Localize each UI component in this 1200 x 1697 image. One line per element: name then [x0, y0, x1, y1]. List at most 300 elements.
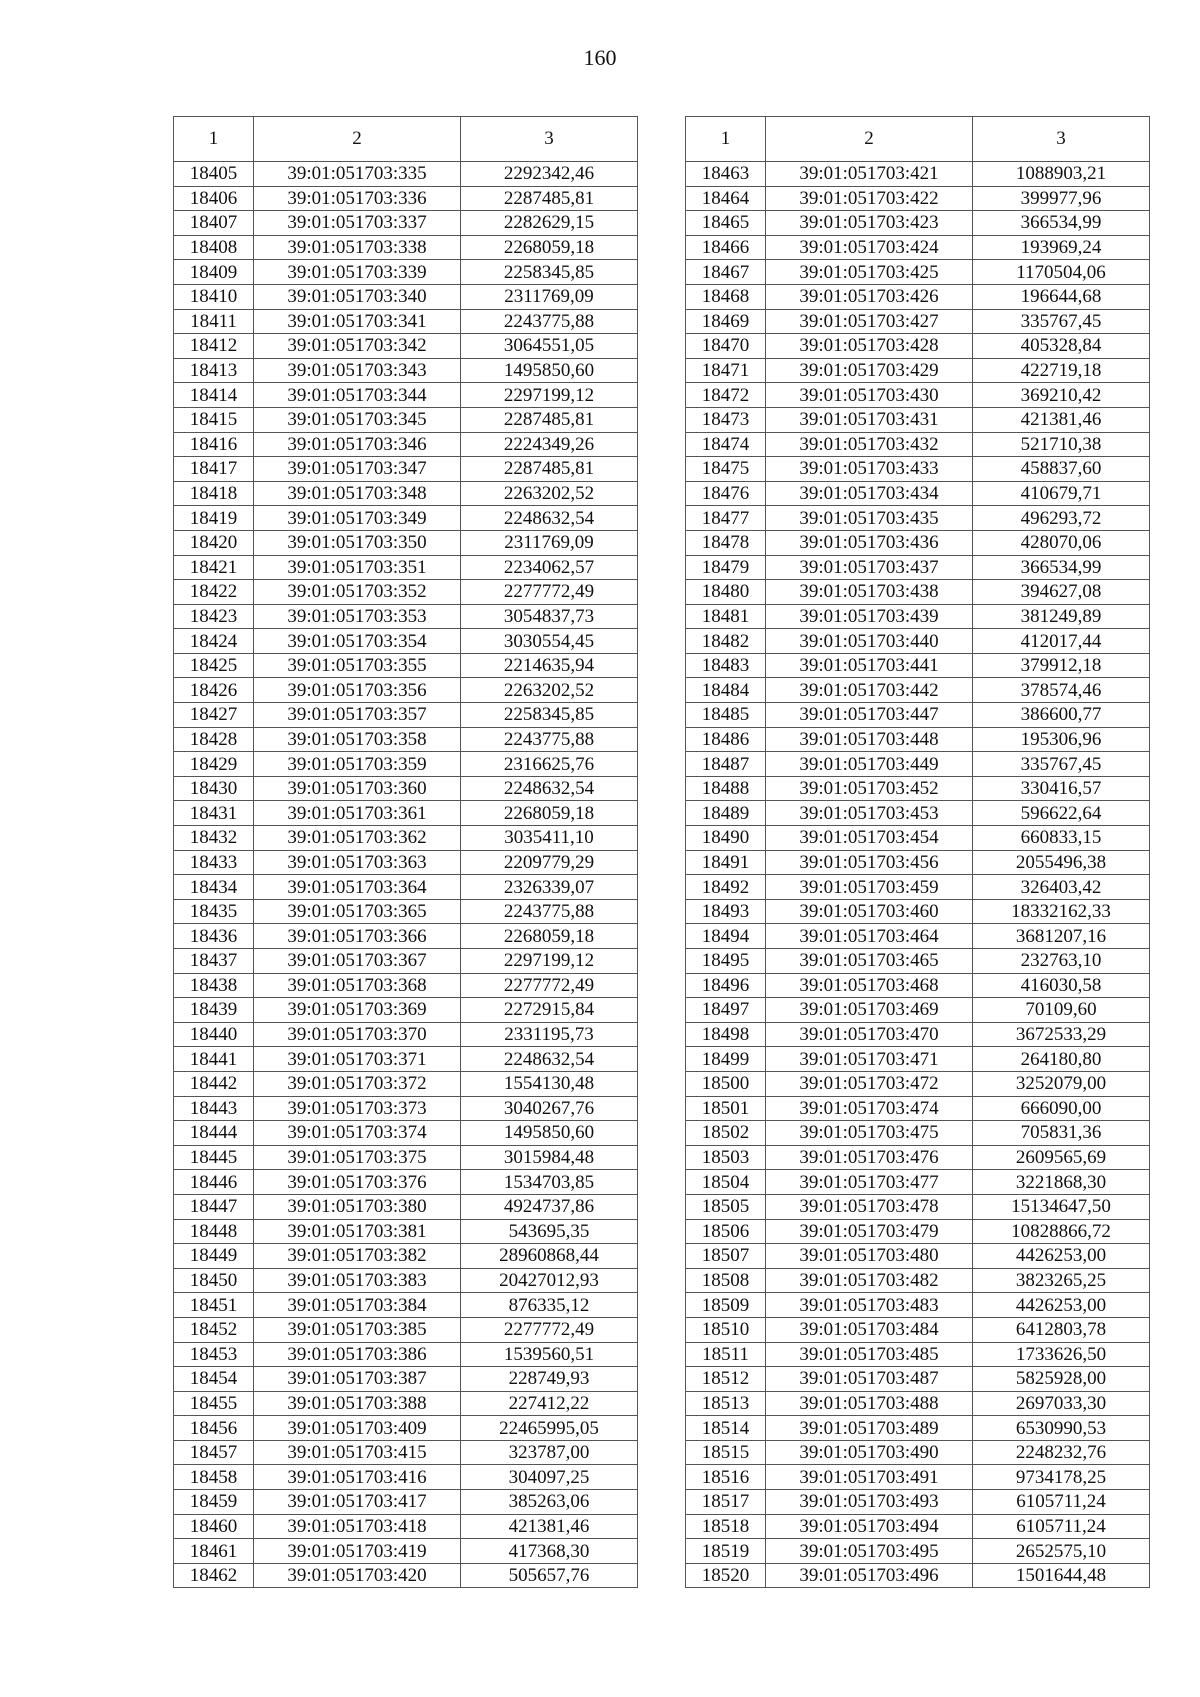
- cadastral-number-cell: 39:01:051703:373: [254, 1096, 461, 1121]
- table-row: [686, 1539, 1150, 1564]
- table-row: [686, 530, 1150, 555]
- value-cell: 3672533,29: [973, 1022, 1150, 1047]
- row-number-cell: 18504: [686, 1170, 766, 1195]
- cadastral-number-cell: 39:01:051703:368: [254, 973, 461, 998]
- value-cell: 2697033,30: [973, 1391, 1150, 1416]
- value-cell: 228749,93: [461, 1367, 638, 1392]
- table-row: [686, 875, 1150, 900]
- cadastral-number-cell: 39:01:051703:344: [254, 383, 461, 408]
- cadastral-number-cell: 39:01:051703:357: [254, 703, 461, 728]
- value-cell: 666090,00: [973, 1096, 1150, 1121]
- value-cell: 2297199,12: [461, 383, 638, 408]
- table-row: [174, 1440, 638, 1465]
- value-cell: 2248632,54: [461, 506, 638, 531]
- row-number-cell: 18502: [686, 1121, 766, 1146]
- cadastral-number-cell: 39:01:051703:479: [766, 1219, 973, 1244]
- value-cell: 2209779,29: [461, 850, 638, 875]
- row-number-cell: 18505: [686, 1194, 766, 1219]
- cadastral-number-cell: 39:01:051703:371: [254, 1047, 461, 1072]
- row-number-cell: 18478: [686, 530, 766, 555]
- row-number-cell: 18464: [686, 186, 766, 211]
- table-row: [174, 432, 638, 457]
- cadastral-number-cell: 39:01:051703:337: [254, 211, 461, 236]
- value-cell: 70109,60: [973, 998, 1150, 1023]
- table-row: [174, 703, 638, 728]
- value-cell: 417368,30: [461, 1539, 638, 1564]
- table-row: [686, 235, 1150, 260]
- row-number-cell: 18519: [686, 1539, 766, 1564]
- cadastral-number-cell: 39:01:051703:459: [766, 875, 973, 900]
- row-number-cell: 18465: [686, 211, 766, 236]
- value-cell: 3252079,00: [973, 1071, 1150, 1096]
- table-row: [174, 1293, 638, 1318]
- register-table-left: [173, 116, 638, 1588]
- row-number-cell: 18420: [174, 530, 254, 555]
- table-row: [174, 1563, 638, 1588]
- cadastral-number-cell: 39:01:051703:360: [254, 776, 461, 801]
- cadastral-number-cell: 39:01:051703:476: [766, 1145, 973, 1170]
- table-row: [174, 358, 638, 383]
- table-row: [686, 727, 1150, 752]
- value-cell: 366534,99: [973, 555, 1150, 580]
- cadastral-number-cell: 39:01:051703:341: [254, 309, 461, 334]
- cadastral-number-cell: 39:01:051703:364: [254, 875, 461, 900]
- table-row: [174, 653, 638, 678]
- row-number-cell: 18497: [686, 998, 766, 1023]
- table-row: [686, 899, 1150, 924]
- value-cell: 22465995,05: [461, 1416, 638, 1441]
- row-number-cell: 18472: [686, 383, 766, 408]
- value-cell: 2268059,18: [461, 924, 638, 949]
- row-number-cell: 18487: [686, 752, 766, 777]
- column-header-2: 2: [766, 117, 973, 162]
- value-cell: 2287485,81: [461, 407, 638, 432]
- cadastral-number-cell: 39:01:051703:339: [254, 260, 461, 285]
- row-number-cell: 18517: [686, 1490, 766, 1515]
- cadastral-number-cell: 39:01:051703:489: [766, 1416, 973, 1441]
- row-number-cell: 18405: [174, 162, 254, 187]
- table-row: [174, 1244, 638, 1269]
- cadastral-number-cell: 39:01:051703:420: [254, 1563, 461, 1588]
- table-row: [686, 481, 1150, 506]
- table-row: [686, 1490, 1150, 1515]
- value-cell: 1495850,60: [461, 358, 638, 383]
- row-number-cell: 18434: [174, 875, 254, 900]
- value-cell: 366534,99: [973, 211, 1150, 236]
- value-cell: 2272915,84: [461, 998, 638, 1023]
- table-row: [686, 653, 1150, 678]
- cadastral-number-cell: 39:01:051703:429: [766, 358, 973, 383]
- table-row: [174, 850, 638, 875]
- value-cell: 3823265,25: [973, 1268, 1150, 1293]
- table-row: [174, 334, 638, 359]
- table-row: [686, 629, 1150, 654]
- cadastral-number-cell: 39:01:051703:363: [254, 850, 461, 875]
- value-cell: 2258345,85: [461, 260, 638, 285]
- table-row: [174, 1194, 638, 1219]
- cadastral-number-cell: 39:01:051703:469: [766, 998, 973, 1023]
- cadastral-number-cell: 39:01:051703:419: [254, 1539, 461, 1564]
- table-row: [174, 752, 638, 777]
- value-cell: 596622,64: [973, 801, 1150, 826]
- value-cell: 521710,38: [973, 432, 1150, 457]
- row-number-cell: 18435: [174, 899, 254, 924]
- value-cell: 3054837,73: [461, 604, 638, 629]
- table-row: [174, 949, 638, 974]
- cadastral-number-cell: 39:01:051703:418: [254, 1514, 461, 1539]
- value-cell: 227412,22: [461, 1391, 638, 1416]
- row-number-cell: 18409: [174, 260, 254, 285]
- value-cell: 193969,24: [973, 235, 1150, 260]
- value-cell: 1495850,60: [461, 1121, 638, 1146]
- cadastral-number-cell: 39:01:051703:409: [254, 1416, 461, 1441]
- value-cell: 195306,96: [973, 727, 1150, 752]
- value-cell: 2243775,88: [461, 899, 638, 924]
- cadastral-number-cell: 39:01:051703:352: [254, 580, 461, 605]
- row-number-cell: 18511: [686, 1342, 766, 1367]
- row-number-cell: 18467: [686, 260, 766, 285]
- row-number-cell: 18411: [174, 309, 254, 334]
- table-row: [174, 1465, 638, 1490]
- row-number-cell: 18506: [686, 1219, 766, 1244]
- table-row: [174, 1121, 638, 1146]
- cadastral-number-cell: 39:01:051703:475: [766, 1121, 973, 1146]
- table-row: [174, 776, 638, 801]
- row-number-cell: 18422: [174, 580, 254, 605]
- table-row: [174, 1219, 638, 1244]
- value-cell: 381249,89: [973, 604, 1150, 629]
- table-row: [686, 1047, 1150, 1072]
- row-number-cell: 18496: [686, 973, 766, 998]
- row-number-cell: 18438: [174, 973, 254, 998]
- row-number-cell: 18412: [174, 334, 254, 359]
- cadastral-number-cell: 39:01:051703:490: [766, 1440, 973, 1465]
- value-cell: 1534703,85: [461, 1170, 638, 1195]
- column-header-2: 2: [254, 117, 461, 162]
- value-cell: 2277772,49: [461, 973, 638, 998]
- row-number-cell: 18431: [174, 801, 254, 826]
- cadastral-number-cell: 39:01:051703:388: [254, 1391, 461, 1416]
- cadastral-number-cell: 39:01:051703:453: [766, 801, 973, 826]
- row-number-cell: 18501: [686, 1096, 766, 1121]
- column-header-1: 1: [174, 117, 254, 162]
- row-number-cell: 18481: [686, 604, 766, 629]
- row-number-cell: 18425: [174, 653, 254, 678]
- cadastral-number-cell: 39:01:051703:471: [766, 1047, 973, 1072]
- row-number-cell: 18449: [174, 1244, 254, 1269]
- row-number-cell: 18479: [686, 555, 766, 580]
- value-cell: 410679,71: [973, 481, 1150, 506]
- row-number-cell: 18484: [686, 678, 766, 703]
- value-cell: 412017,44: [973, 629, 1150, 654]
- row-number-cell: 18457: [174, 1440, 254, 1465]
- table-row: [686, 334, 1150, 359]
- row-number-cell: 18466: [686, 235, 766, 260]
- cadastral-number-cell: 39:01:051703:424: [766, 235, 973, 260]
- row-number-cell: 18513: [686, 1391, 766, 1416]
- value-cell: 2282629,15: [461, 211, 638, 236]
- table-row: [174, 998, 638, 1023]
- cadastral-number-cell: 39:01:051703:416: [254, 1465, 461, 1490]
- row-number-cell: 18414: [174, 383, 254, 408]
- value-cell: 6412803,78: [973, 1317, 1150, 1342]
- cadastral-number-cell: 39:01:051703:491: [766, 1465, 973, 1490]
- row-number-cell: 18494: [686, 924, 766, 949]
- table-row: [174, 899, 638, 924]
- table-row: [686, 850, 1150, 875]
- cadastral-number-cell: 39:01:051703:343: [254, 358, 461, 383]
- row-number-cell: 18436: [174, 924, 254, 949]
- cadastral-number-cell: 39:01:051703:362: [254, 826, 461, 851]
- value-cell: 416030,58: [973, 973, 1150, 998]
- table-row: [686, 1342, 1150, 1367]
- cadastral-number-cell: 39:01:051703:369: [254, 998, 461, 1023]
- cadastral-number-cell: 39:01:051703:438: [766, 580, 973, 605]
- row-number-cell: 18413: [174, 358, 254, 383]
- row-number-cell: 18418: [174, 481, 254, 506]
- cadastral-number-cell: 39:01:051703:365: [254, 899, 461, 924]
- cadastral-number-cell: 39:01:051703:464: [766, 924, 973, 949]
- cadastral-number-cell: 39:01:051703:472: [766, 1071, 973, 1096]
- cadastral-number-cell: 39:01:051703:452: [766, 776, 973, 801]
- table-row: [174, 1022, 638, 1047]
- table-row: [686, 1170, 1150, 1195]
- cadastral-number-cell: 39:01:051703:336: [254, 186, 461, 211]
- cadastral-number-cell: 39:01:051703:359: [254, 752, 461, 777]
- cadastral-number-cell: 39:01:051703:494: [766, 1514, 973, 1539]
- value-cell: 421381,46: [461, 1514, 638, 1539]
- table-row: [686, 407, 1150, 432]
- row-number-cell: 18454: [174, 1367, 254, 1392]
- value-cell: 369210,42: [973, 383, 1150, 408]
- table-row: [686, 1022, 1150, 1047]
- table-row: [174, 383, 638, 408]
- row-number-cell: 18424: [174, 629, 254, 654]
- table-row: [686, 260, 1150, 285]
- table-row: [174, 162, 638, 187]
- row-number-cell: 18428: [174, 727, 254, 752]
- row-number-cell: 18515: [686, 1440, 766, 1465]
- row-number-cell: 18444: [174, 1121, 254, 1146]
- cadastral-number-cell: 39:01:051703:423: [766, 211, 973, 236]
- table-row: [686, 826, 1150, 851]
- value-cell: 2224349,26: [461, 432, 638, 457]
- value-cell: 2258345,85: [461, 703, 638, 728]
- value-cell: 2268059,18: [461, 235, 638, 260]
- table-row: [686, 1416, 1150, 1441]
- table-row: [686, 162, 1150, 187]
- row-number-cell: 18483: [686, 653, 766, 678]
- table-row: [174, 604, 638, 629]
- row-number-cell: 18452: [174, 1317, 254, 1342]
- cadastral-number-cell: 39:01:051703:426: [766, 284, 973, 309]
- value-cell: 232763,10: [973, 949, 1150, 974]
- cadastral-number-cell: 39:01:051703:381: [254, 1219, 461, 1244]
- row-number-cell: 18427: [174, 703, 254, 728]
- value-cell: 2263202,52: [461, 678, 638, 703]
- row-number-cell: 18423: [174, 604, 254, 629]
- cadastral-number-cell: 39:01:051703:347: [254, 457, 461, 482]
- row-number-cell: 18415: [174, 407, 254, 432]
- cadastral-number-cell: 39:01:051703:351: [254, 555, 461, 580]
- cadastral-number-cell: 39:01:051703:370: [254, 1022, 461, 1047]
- cadastral-number-cell: 39:01:051703:470: [766, 1022, 973, 1047]
- value-cell: 3681207,16: [973, 924, 1150, 949]
- value-cell: 2248232,76: [973, 1440, 1150, 1465]
- value-cell: 394627,08: [973, 580, 1150, 605]
- table-row: [686, 1514, 1150, 1539]
- table-row: [686, 973, 1150, 998]
- row-number-cell: 18482: [686, 629, 766, 654]
- table-row: [174, 235, 638, 260]
- value-cell: 3064551,05: [461, 334, 638, 359]
- value-cell: 335767,45: [973, 309, 1150, 334]
- value-cell: 5825928,00: [973, 1367, 1150, 1392]
- table-row: [686, 580, 1150, 605]
- value-cell: 3040267,76: [461, 1096, 638, 1121]
- table-row: [686, 1293, 1150, 1318]
- value-cell: 543695,35: [461, 1219, 638, 1244]
- cadastral-number-cell: 39:01:051703:460: [766, 899, 973, 924]
- table-row: [686, 1071, 1150, 1096]
- value-cell: 3015984,48: [461, 1145, 638, 1170]
- row-number-cell: 18468: [686, 284, 766, 309]
- value-cell: 3035411,10: [461, 826, 638, 851]
- table-row: [174, 506, 638, 531]
- cadastral-number-cell: 39:01:051703:449: [766, 752, 973, 777]
- value-cell: 2055496,38: [973, 850, 1150, 875]
- value-cell: 196644,68: [973, 284, 1150, 309]
- value-cell: 422719,18: [973, 358, 1150, 383]
- cadastral-number-cell: 39:01:051703:353: [254, 604, 461, 629]
- row-number-cell: 18448: [174, 1219, 254, 1244]
- row-number-cell: 18447: [174, 1194, 254, 1219]
- table-row: [174, 924, 638, 949]
- cadastral-number-cell: 39:01:051703:380: [254, 1194, 461, 1219]
- table-row: [174, 211, 638, 236]
- row-number-cell: 18461: [174, 1539, 254, 1564]
- cadastral-number-cell: 39:01:051703:432: [766, 432, 973, 457]
- cadastral-number-cell: 39:01:051703:433: [766, 457, 973, 482]
- table-row: [686, 358, 1150, 383]
- cadastral-number-cell: 39:01:051703:454: [766, 826, 973, 851]
- value-cell: 6105711,24: [973, 1514, 1150, 1539]
- table-row: [174, 1539, 638, 1564]
- value-cell: 18332162,33: [973, 899, 1150, 924]
- cadastral-number-cell: 39:01:051703:338: [254, 235, 461, 260]
- row-number-cell: 18491: [686, 850, 766, 875]
- cadastral-number-cell: 39:01:051703:435: [766, 506, 973, 531]
- value-cell: 4924737,86: [461, 1194, 638, 1219]
- row-number-cell: 18512: [686, 1367, 766, 1392]
- table-row: [686, 703, 1150, 728]
- table-row: [686, 457, 1150, 482]
- cadastral-number-cell: 39:01:051703:431: [766, 407, 973, 432]
- cadastral-number-cell: 39:01:051703:488: [766, 1391, 973, 1416]
- value-cell: 9734178,25: [973, 1465, 1150, 1490]
- cadastral-number-cell: 39:01:051703:442: [766, 678, 973, 703]
- table-row: [686, 1391, 1150, 1416]
- table-row: [174, 284, 638, 309]
- row-number-cell: 18451: [174, 1293, 254, 1318]
- table-row: [686, 949, 1150, 974]
- value-cell: 1733626,50: [973, 1342, 1150, 1367]
- table-row: [686, 211, 1150, 236]
- value-cell: 1170504,06: [973, 260, 1150, 285]
- value-cell: 2287485,81: [461, 457, 638, 482]
- cadastral-number-cell: 39:01:051703:477: [766, 1170, 973, 1195]
- column-header-3: 3: [973, 117, 1150, 162]
- value-cell: 496293,72: [973, 506, 1150, 531]
- row-number-cell: 18430: [174, 776, 254, 801]
- table-row: [174, 973, 638, 998]
- table-row: [686, 555, 1150, 580]
- table-row: [686, 1563, 1150, 1588]
- row-number-cell: 18443: [174, 1096, 254, 1121]
- value-cell: 378574,46: [973, 678, 1150, 703]
- cadastral-number-cell: 39:01:051703:485: [766, 1342, 973, 1367]
- row-number-cell: 18458: [174, 1465, 254, 1490]
- row-number-cell: 18492: [686, 875, 766, 900]
- value-cell: 2277772,49: [461, 1317, 638, 1342]
- table-row: [174, 481, 638, 506]
- cadastral-number-cell: 39:01:051703:434: [766, 481, 973, 506]
- row-number-cell: 18495: [686, 949, 766, 974]
- table-row: [686, 1268, 1150, 1293]
- table-row: [174, 1514, 638, 1539]
- row-number-cell: 18410: [174, 284, 254, 309]
- value-cell: 660833,15: [973, 826, 1150, 851]
- row-number-cell: 18456: [174, 1416, 254, 1441]
- cadastral-number-cell: 39:01:051703:366: [254, 924, 461, 949]
- value-cell: 304097,25: [461, 1465, 638, 1490]
- row-number-cell: 18441: [174, 1047, 254, 1072]
- table-row: [686, 1367, 1150, 1392]
- row-number-cell: 18432: [174, 826, 254, 851]
- table-row: [174, 1490, 638, 1515]
- table-row: [174, 727, 638, 752]
- value-cell: 2297199,12: [461, 949, 638, 974]
- cadastral-number-cell: 39:01:051703:372: [254, 1071, 461, 1096]
- cadastral-number-cell: 39:01:051703:482: [766, 1268, 973, 1293]
- value-cell: 1501644,48: [973, 1563, 1150, 1588]
- cadastral-number-cell: 39:01:051703:441: [766, 653, 973, 678]
- row-number-cell: 18416: [174, 432, 254, 457]
- value-cell: 6105711,24: [973, 1490, 1150, 1515]
- row-number-cell: 18477: [686, 506, 766, 531]
- table-row: [174, 1145, 638, 1170]
- value-cell: 330416,57: [973, 776, 1150, 801]
- table-row: [686, 506, 1150, 531]
- table-row: [686, 1219, 1150, 1244]
- table-row: [686, 284, 1150, 309]
- column-header-3: 3: [461, 117, 638, 162]
- table-row: [174, 1268, 638, 1293]
- value-cell: 323787,00: [461, 1440, 638, 1465]
- row-number-cell: 18498: [686, 1022, 766, 1047]
- cadastral-number-cell: 39:01:051703:346: [254, 432, 461, 457]
- row-number-cell: 18426: [174, 678, 254, 703]
- row-number-cell: 18421: [174, 555, 254, 580]
- value-cell: 1088903,21: [973, 162, 1150, 187]
- value-cell: 2311769,09: [461, 530, 638, 555]
- cadastral-number-cell: 39:01:051703:348: [254, 481, 461, 506]
- cadastral-number-cell: 39:01:051703:495: [766, 1539, 973, 1564]
- row-number-cell: 18516: [686, 1465, 766, 1490]
- row-number-cell: 18469: [686, 309, 766, 334]
- row-number-cell: 18453: [174, 1342, 254, 1367]
- row-number-cell: 18474: [686, 432, 766, 457]
